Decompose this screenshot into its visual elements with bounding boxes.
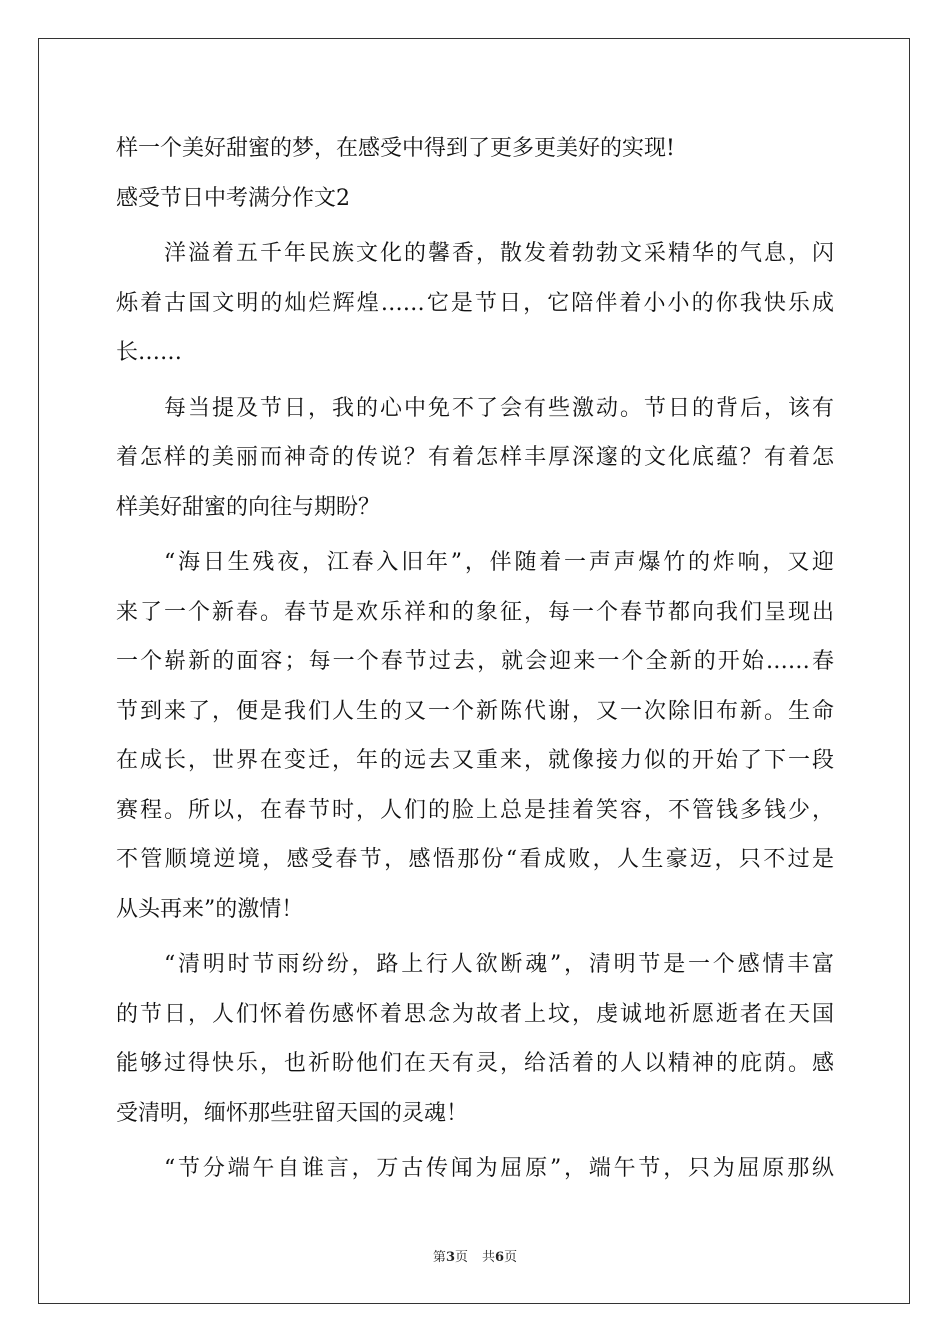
- text-line: 着怎样的美丽而神奇的传说？有着怎样丰厚深邃的文化底蕴？有着怎: [116, 445, 834, 470]
- page-footer: [0, 1246, 950, 1265]
- page-suffix: 页: [454, 1250, 468, 1265]
- text-line: 烁着古国文明的灿烂辉煌……它是节日，它陪伴着小小的你我快乐成: [116, 290, 834, 316]
- text-line: 在成长，世界在变迁，年的远去又重来，就像接力似的开始了下一段: [116, 748, 834, 773]
- total-prefix: 共: [482, 1250, 496, 1265]
- text-line: 来了一个新春。春节是欢乐祥和的象征，每一个春节都向我们呈现出: [116, 599, 834, 625]
- text-line: 样一个美好甜蜜的梦，在感受中得到了更多更美好的实现!: [116, 136, 675, 161]
- text-line: “清明时节雨纷纷，路上行人欲断魂”，清明节是一个感情丰富: [164, 952, 834, 977]
- text-line: 从头再来”的激情！: [116, 896, 304, 922]
- section-title: 感受节日中考满分作文2: [116, 185, 350, 211]
- text-line: 每当提及节日，我的心中免不了会有些激动。节日的背后，该有: [164, 395, 834, 421]
- text-line: 长……: [116, 340, 183, 365]
- text-line: 赛程。所以，在春节时，人们的脸上总是挂着笑容，不管钱多钱少，: [116, 797, 834, 823]
- text-line: 能够过得快乐，也祈盼他们在天有灵，给活着的人以精神的庇荫。感: [116, 1051, 834, 1076]
- page-number: 3: [445, 1250, 455, 1265]
- text-line: “海日生残夜，江春入旧年”，伴随着一声声爆竹的炸响，又迎: [164, 550, 834, 575]
- text-line: 样美好甜蜜的向往与期盼？: [116, 494, 381, 520]
- page-prefix: 第: [432, 1250, 446, 1265]
- text-line: 不管顺境逆境，感受春节，感悟那份“看成败，人生豪迈，只不过是: [116, 847, 834, 872]
- text-line: 受清明，缅怀那些驻留天国的灵魂！: [116, 1100, 469, 1126]
- text-line: 洋溢着五千年民族文化的馨香，散发着勃勃文采精华的气息，闪: [164, 241, 834, 266]
- text-line: “节分端午自谁言，万古传闻为屈原”，端午节，只为屈原那纵: [164, 1156, 834, 1181]
- text-line: 一个崭新的面容；每一个春节过去，就会迎来一个全新的开始……春: [116, 649, 834, 674]
- total-pages: 6: [495, 1250, 505, 1265]
- text-line: 节到来了，便是我们人生的又一个新陈代谢，又一次除旧布新。生命: [116, 698, 834, 724]
- text-line: 的节日，人们怀着伤感怀着思念为故者上坟，虔诚地祈愿逝者在天国: [116, 1001, 834, 1027]
- document-body: [116, 124, 834, 1194]
- total-suffix: 页: [504, 1250, 518, 1265]
